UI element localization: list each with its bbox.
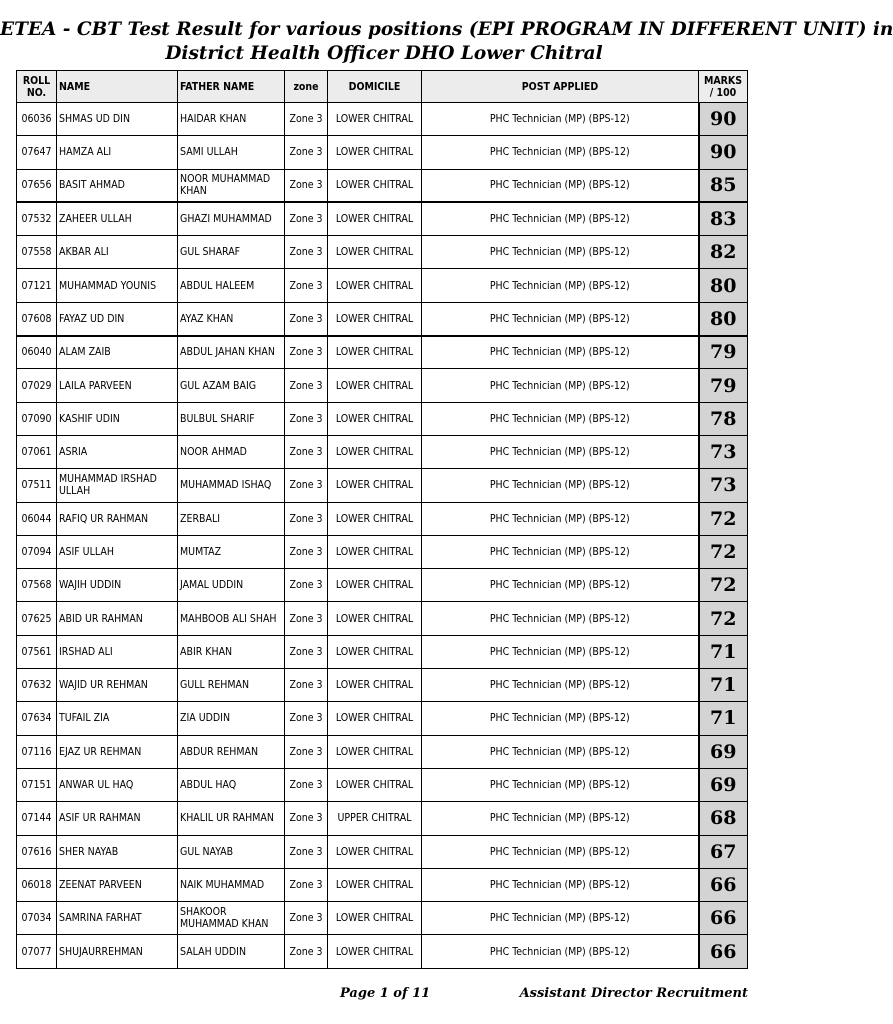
domicile-cell: LOWER CHITRAL — [328, 402, 422, 435]
domicile-cell: LOWER CHITRAL — [328, 169, 422, 202]
post-applied-cell: PHC Technician (MP) (BPS-12) — [422, 935, 699, 968]
marks-cell: 73 — [699, 435, 748, 468]
post-applied-cell: PHC Technician (MP) (BPS-12) — [422, 569, 699, 602]
marks-cell: 69 — [699, 735, 748, 768]
zone-cell: Zone 3 — [285, 602, 328, 635]
marks-cell: 85 — [699, 169, 748, 202]
marks-cell: 71 — [699, 635, 748, 668]
father-name-cell: NOOR MUHAMMAD KHAN — [178, 169, 285, 202]
roll-no-cell: 07029 — [17, 369, 57, 402]
marks-cell: 69 — [699, 768, 748, 801]
zone-cell: Zone 3 — [285, 535, 328, 568]
page-number: Page 1 of 11 — [340, 986, 431, 1001]
table-header-row — [17, 71, 748, 103]
father-name-cell: HAIDAR KHAN — [178, 103, 285, 136]
marks-cell: 66 — [699, 868, 748, 901]
marks-cell: 80 — [699, 302, 748, 335]
roll-no-cell: 06018 — [17, 868, 57, 901]
roll-no-cell: 07094 — [17, 535, 57, 568]
domicile-cell: LOWER CHITRAL — [328, 136, 422, 169]
table-row — [17, 136, 748, 169]
table-row — [17, 535, 748, 568]
document-title — [0, 18, 893, 66]
post-applied-cell: PHC Technician (MP) (BPS-12) — [422, 635, 699, 668]
post-applied-cell: PHC Technician (MP) (BPS-12) — [422, 202, 699, 235]
zone-cell: Zone 3 — [285, 103, 328, 136]
post-applied-cell: PHC Technician (MP) (BPS-12) — [422, 369, 699, 402]
name-cell: ASIF ULLAH — [57, 535, 178, 568]
post-applied-cell: PHC Technician (MP) (BPS-12) — [422, 735, 699, 768]
roll-no-cell: 07532 — [17, 202, 57, 235]
post-applied-cell: PHC Technician (MP) (BPS-12) — [422, 336, 699, 369]
father-name-cell: NAIK MUHAMMAD — [178, 868, 285, 901]
table-row — [17, 269, 748, 302]
marks-cell: 80 — [699, 269, 748, 302]
roll-no-cell: 07034 — [17, 902, 57, 935]
table-row — [17, 902, 748, 935]
domicile-cell: LOWER CHITRAL — [328, 202, 422, 235]
post-applied-cell: PHC Technician (MP) (BPS-12) — [422, 469, 699, 502]
father-name-cell: ABIR KHAN — [178, 635, 285, 668]
table-row — [17, 635, 748, 668]
name-cell: ALAM ZAIB — [57, 336, 178, 369]
marks-cell: 66 — [699, 935, 748, 968]
post-applied-cell: PHC Technician (MP) (BPS-12) — [422, 269, 699, 302]
header-zone: zone — [285, 71, 328, 103]
post-applied-cell: PHC Technician (MP) (BPS-12) — [422, 768, 699, 801]
domicile-cell: LOWER CHITRAL — [328, 236, 422, 269]
father-name-cell: AYAZ KHAN — [178, 302, 285, 335]
father-name-cell: MUMTAZ — [178, 535, 285, 568]
marks-cell: 78 — [699, 402, 748, 435]
post-applied-cell: PHC Technician (MP) (BPS-12) — [422, 902, 699, 935]
table-row — [17, 735, 748, 768]
domicile-cell: LOWER CHITRAL — [328, 602, 422, 635]
header-roll-no: ROLL NO. — [17, 71, 57, 103]
zone-cell: Zone 3 — [285, 702, 328, 735]
marks-cell: 79 — [699, 336, 748, 369]
table-row — [17, 369, 748, 402]
name-cell: SHMAS UD DIN — [57, 103, 178, 136]
name-cell: ABID UR RAHMAN — [57, 602, 178, 635]
roll-no-cell: 07656 — [17, 169, 57, 202]
zone-cell: Zone 3 — [285, 935, 328, 968]
post-applied-cell: PHC Technician (MP) (BPS-12) — [422, 602, 699, 635]
father-name-cell: ZIA UDDIN — [178, 702, 285, 735]
domicile-cell: LOWER CHITRAL — [328, 302, 422, 335]
table-row — [17, 469, 748, 502]
table-row — [17, 802, 748, 835]
header-name: NAME — [57, 71, 178, 103]
zone-cell: Zone 3 — [285, 402, 328, 435]
roll-no-cell: 07061 — [17, 435, 57, 468]
domicile-cell: LOWER CHITRAL — [328, 103, 422, 136]
marks-cell: 68 — [699, 802, 748, 835]
domicile-cell: LOWER CHITRAL — [328, 735, 422, 768]
roll-no-cell: 07090 — [17, 402, 57, 435]
footer-signature-title: Assistant Director Recruitment — [519, 986, 748, 1001]
father-name-cell: GUL SHARAF — [178, 236, 285, 269]
post-applied-cell: PHC Technician (MP) (BPS-12) — [422, 502, 699, 535]
title-line-1: ETEA - CBT Test Result for various positions (EPI PROGRAM IN DIFFERENT UNIT) in — [0, 19, 893, 40]
father-name-cell: ABDUL HALEEM — [178, 269, 285, 302]
marks-cell: 72 — [699, 535, 748, 568]
zone-cell: Zone 3 — [285, 502, 328, 535]
father-name-cell: GUL AZAM BAIG — [178, 369, 285, 402]
name-cell: ASRIA — [57, 435, 178, 468]
zone-cell: Zone 3 — [285, 768, 328, 801]
table-row — [17, 236, 748, 269]
roll-no-cell: 07151 — [17, 768, 57, 801]
name-cell: FAYAZ UD DIN — [57, 302, 178, 335]
roll-no-cell: 06036 — [17, 103, 57, 136]
zone-cell: Zone 3 — [285, 835, 328, 868]
title-line-2: District Health Officer DHO Lower Chitral — [165, 43, 603, 64]
father-name-cell: ZERBALI — [178, 502, 285, 535]
father-name-cell: SALAH UDDIN — [178, 935, 285, 968]
roll-no-cell: 07144 — [17, 802, 57, 835]
domicile-cell: LOWER CHITRAL — [328, 469, 422, 502]
post-applied-cell: PHC Technician (MP) (BPS-12) — [422, 169, 699, 202]
zone-cell: Zone 3 — [285, 202, 328, 235]
zone-cell: Zone 3 — [285, 735, 328, 768]
table-row — [17, 103, 748, 136]
post-applied-cell: PHC Technician (MP) (BPS-12) — [422, 236, 699, 269]
roll-no-cell: 07558 — [17, 236, 57, 269]
roll-no-cell: 07632 — [17, 669, 57, 702]
domicile-cell: LOWER CHITRAL — [328, 669, 422, 702]
table-row — [17, 569, 748, 602]
name-cell: ANWAR UL HAQ — [57, 768, 178, 801]
father-name-cell: GUL NAYAB — [178, 835, 285, 868]
zone-cell: Zone 3 — [285, 269, 328, 302]
post-applied-cell: PHC Technician (MP) (BPS-12) — [422, 136, 699, 169]
results-table — [16, 70, 748, 969]
table-row — [17, 868, 748, 901]
domicile-cell: LOWER CHITRAL — [328, 502, 422, 535]
post-applied-cell: PHC Technician (MP) (BPS-12) — [422, 103, 699, 136]
name-cell: ASIF UR RAHMAN — [57, 802, 178, 835]
name-cell: SHUJAURREHMAN — [57, 935, 178, 968]
zone-cell: Zone 3 — [285, 902, 328, 935]
roll-no-cell: 07647 — [17, 136, 57, 169]
name-cell: IRSHAD ALI — [57, 635, 178, 668]
father-name-cell: NOOR AHMAD — [178, 435, 285, 468]
post-applied-cell: PHC Technician (MP) (BPS-12) — [422, 535, 699, 568]
name-cell: KASHIF UDIN — [57, 402, 178, 435]
domicile-cell: LOWER CHITRAL — [328, 902, 422, 935]
domicile-cell: LOWER CHITRAL — [328, 768, 422, 801]
roll-no-cell: 06044 — [17, 502, 57, 535]
marks-cell: 72 — [699, 602, 748, 635]
name-cell: LAILA PARVEEN — [57, 369, 178, 402]
father-name-cell: BULBUL SHARIF — [178, 402, 285, 435]
domicile-cell: LOWER CHITRAL — [328, 435, 422, 468]
marks-cell: 73 — [699, 469, 748, 502]
name-cell: SHER NAYAB — [57, 835, 178, 868]
zone-cell: Zone 3 — [285, 802, 328, 835]
zone-cell: Zone 3 — [285, 868, 328, 901]
table-row — [17, 602, 748, 635]
roll-no-cell: 07634 — [17, 702, 57, 735]
zone-cell: Zone 3 — [285, 669, 328, 702]
roll-no-cell: 07608 — [17, 302, 57, 335]
marks-cell: 71 — [699, 702, 748, 735]
domicile-cell: LOWER CHITRAL — [328, 702, 422, 735]
post-applied-cell: PHC Technician (MP) (BPS-12) — [422, 802, 699, 835]
name-cell: RAFIQ UR RAHMAN — [57, 502, 178, 535]
table-row — [17, 402, 748, 435]
post-applied-cell: PHC Technician (MP) (BPS-12) — [422, 702, 699, 735]
marks-cell: 72 — [699, 569, 748, 602]
roll-no-cell: 07616 — [17, 835, 57, 868]
table-row — [17, 935, 748, 968]
roll-no-cell: 07625 — [17, 602, 57, 635]
roll-no-cell: 07511 — [17, 469, 57, 502]
roll-no-cell: 07077 — [17, 935, 57, 968]
domicile-cell: UPPER CHITRAL — [328, 802, 422, 835]
table-row — [17, 302, 748, 335]
father-name-cell: JAMAL UDDIN — [178, 569, 285, 602]
header-marks: MARKS / 100 — [699, 71, 748, 103]
father-name-cell: SAMI ULLAH — [178, 136, 285, 169]
father-name-cell: MAHBOOB ALI SHAH — [178, 602, 285, 635]
marks-cell: 79 — [699, 369, 748, 402]
name-cell: ZEENAT PARVEEN — [57, 868, 178, 901]
name-cell: MUHAMMAD IRSHAD ULLAH — [57, 469, 178, 502]
marks-cell: 67 — [699, 835, 748, 868]
zone-cell: Zone 3 — [285, 635, 328, 668]
marks-cell: 72 — [699, 502, 748, 535]
name-cell: WAJID UR REHMAN — [57, 669, 178, 702]
domicile-cell: LOWER CHITRAL — [328, 569, 422, 602]
table-row — [17, 169, 748, 202]
name-cell: HAMZA ALI — [57, 136, 178, 169]
roll-no-cell: 07561 — [17, 635, 57, 668]
name-cell: TUFAIL ZIA — [57, 702, 178, 735]
name-cell: WAJIH UDDIN — [57, 569, 178, 602]
marks-cell: 90 — [699, 103, 748, 136]
table-row — [17, 669, 748, 702]
domicile-cell: LOWER CHITRAL — [328, 835, 422, 868]
post-applied-cell: PHC Technician (MP) (BPS-12) — [422, 868, 699, 901]
marks-cell: 90 — [699, 136, 748, 169]
zone-cell: Zone 3 — [285, 469, 328, 502]
marks-cell: 71 — [699, 669, 748, 702]
domicile-cell: LOWER CHITRAL — [328, 336, 422, 369]
post-applied-cell: PHC Technician (MP) (BPS-12) — [422, 402, 699, 435]
name-cell: MUHAMMAD YOUNIS — [57, 269, 178, 302]
domicile-cell: LOWER CHITRAL — [328, 935, 422, 968]
header-father-name: FATHER NAME — [178, 71, 285, 103]
father-name-cell: GULL REHMAN — [178, 669, 285, 702]
table-row — [17, 768, 748, 801]
table-row — [17, 835, 748, 868]
marks-cell: 66 — [699, 902, 748, 935]
name-cell: SAMRINA FARHAT — [57, 902, 178, 935]
father-name-cell: SHAKOOR MUHAMMAD KHAN — [178, 902, 285, 935]
roll-no-cell: 07116 — [17, 735, 57, 768]
table-row — [17, 702, 748, 735]
table-row — [17, 502, 748, 535]
domicile-cell: LOWER CHITRAL — [328, 369, 422, 402]
domicile-cell: LOWER CHITRAL — [328, 269, 422, 302]
domicile-cell: LOWER CHITRAL — [328, 868, 422, 901]
table-row — [17, 202, 748, 235]
father-name-cell: ABDUR REHMAN — [178, 735, 285, 768]
zone-cell: Zone 3 — [285, 302, 328, 335]
domicile-cell: LOWER CHITRAL — [328, 635, 422, 668]
father-name-cell: KHALIL UR RAHMAN — [178, 802, 285, 835]
name-cell: AKBAR ALI — [57, 236, 178, 269]
post-applied-cell: PHC Technician (MP) (BPS-12) — [422, 669, 699, 702]
father-name-cell: GHAZI MUHAMMAD — [178, 202, 285, 235]
father-name-cell: ABDUL JAHAN KHAN — [178, 336, 285, 369]
marks-cell: 83 — [699, 202, 748, 235]
zone-cell: Zone 3 — [285, 369, 328, 402]
roll-no-cell: 07121 — [17, 269, 57, 302]
name-cell: ZAHEER ULLAH — [57, 202, 178, 235]
zone-cell: Zone 3 — [285, 336, 328, 369]
zone-cell: Zone 3 — [285, 236, 328, 269]
roll-no-cell: 07568 — [17, 569, 57, 602]
post-applied-cell: PHC Technician (MP) (BPS-12) — [422, 435, 699, 468]
marks-cell: 82 — [699, 236, 748, 269]
father-name-cell: MUHAMMAD ISHAQ — [178, 469, 285, 502]
zone-cell: Zone 3 — [285, 169, 328, 202]
zone-cell: Zone 3 — [285, 136, 328, 169]
results-table-body — [17, 103, 748, 969]
post-applied-cell: PHC Technician (MP) (BPS-12) — [422, 302, 699, 335]
roll-no-cell: 06040 — [17, 336, 57, 369]
zone-cell: Zone 3 — [285, 569, 328, 602]
domicile-cell: LOWER CHITRAL — [328, 535, 422, 568]
table-row — [17, 435, 748, 468]
father-name-cell: ABDUL HAQ — [178, 768, 285, 801]
zone-cell: Zone 3 — [285, 435, 328, 468]
header-post-applied: POST APPLIED — [422, 71, 699, 103]
post-applied-cell: PHC Technician (MP) (BPS-12) — [422, 835, 699, 868]
header-domicile: DOMICILE — [328, 71, 422, 103]
table-row — [17, 336, 748, 369]
name-cell: BASIT AHMAD — [57, 169, 178, 202]
name-cell: EJAZ UR REHMAN — [57, 735, 178, 768]
